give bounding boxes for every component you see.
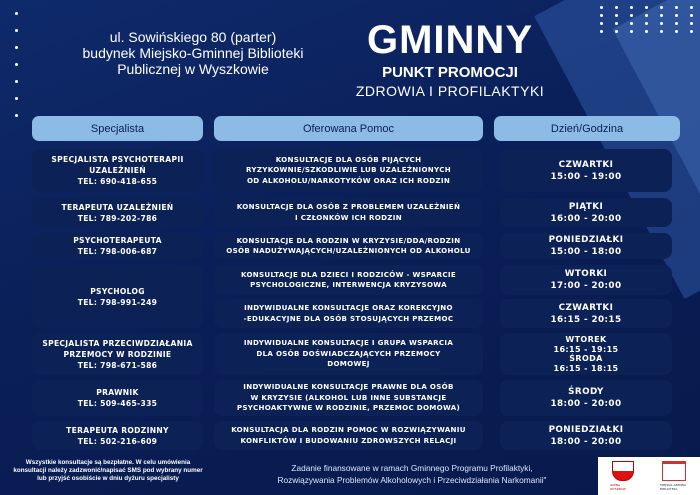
column-header-specialist: Specjalista: [32, 116, 203, 141]
service-cell: KONSULTACJE DLA DZIECI I RODZICÓW - WSPARCIE PSYCHOLOGICZNE, INTERWENCJA KRYZYSOWA: [214, 265, 483, 295]
address-line: ul. Sowińskiego 80 (parter): [109, 29, 277, 45]
shield-icon: [612, 461, 634, 481]
page-title: [340, 18, 560, 100]
time-cell: ŚRODY 18:00 - 20:00: [500, 380, 672, 416]
specialist-cell: TERAPEUTA UZALEŻNIEŃ TEL: 789-202-786: [32, 198, 203, 227]
title-sub: PUNKT PROMOCJI: [382, 64, 518, 81]
service-cell: INDYWIDUALNE KONSULTACJE I GRUPA WSPARCIA DLA OSÓB DOŚWIADCZAJĄCYCH PRZEMOCY DOMOWEJ: [214, 333, 483, 375]
column-header-service: Oferowana Pomoc: [214, 116, 483, 141]
specialist-cell: SPECJALISTA PRZECIWDZIAŁANIA PRZEMOCY W RODZINIE TEL: 798-671-586: [32, 333, 203, 375]
address: [58, 29, 328, 77]
service-cell: INDYWIDUALNE KONSULTACJE PRAWNE DLA OSÓB W KRYZYSIE (ALKOHOL LUB INNE SUBSTANCJE PSYCHOAKTYWNE W RODZINIE, PRZEMOC DOMOWA): [214, 380, 483, 416]
title-sub: ZDROWIA I PROFILAKTYKI: [355, 83, 545, 99]
specialist-cell: PRAWNIK TEL: 509-465-335: [32, 380, 203, 416]
specialist-cell: SPECJALISTA PSYCHOTERAPII UZALEŻNIEŃ TEL: 690-418-655: [32, 149, 203, 192]
address-line: Publicznej w Wyszkowie: [117, 61, 269, 77]
address-line: budynek Miejsko-Gminnej Biblioteki: [82, 45, 304, 61]
library-logo: [660, 461, 688, 491]
service-cell: KONSULTACJE DLA OSÓB PIJĄCYCH RYZYKOWNIE/SZKODLIWIE LUB UZALEŻNIONYCH OD ALKOHOLU/NARKOTYKÓW ORAZ ICH RODZIN: [214, 149, 483, 192]
footer-note: Wszystkie konsultacje są bezpłatne. W celu umówienia konsultacji należy zadzwonić/napisać SMS pod wybrany numer lub przyjść osobiście w dniu dyżuru specjalisty: [13, 459, 203, 483]
book-icon: [662, 461, 686, 481]
time-cell: WTOREK 16:15 - 19:15 ŚRODA 16:15 - 18:15: [500, 333, 672, 375]
specialist-cell: PSYCHOLOG TEL: 798-991-249: [32, 265, 203, 328]
footer-logos: [598, 457, 700, 495]
column-header-time: Dzień/Godzina: [494, 116, 680, 141]
time-cell: WTORKI 17:00 - 20:00: [500, 265, 672, 295]
service-cell: KONSULTACJE DLA RODZIN W KRYZYSIE/DDA/RODZIN OSÓB NADUŻYWAJĄCYCH/UZALEŻNIONYCH OD ALKOHOLU: [214, 233, 483, 259]
time-cell: PONIEDZIAŁKI 18:00 - 20:00: [500, 421, 672, 450]
specialist-cell: TERAPEUTA RODZINNY TEL: 502-216-609: [32, 421, 203, 450]
time-cell: CZWARTKI 15:00 - 19:00: [500, 149, 672, 192]
service-cell: INDYWIDUALNE KONSULTACJE ORAZ KOREKCYJNO -EDUKACYJNE DLA OSÓB STOSUJĄCYCH PRZEMOC: [214, 299, 483, 328]
service-cell: KONSULTACJE DLA OSÓB Z PROBLEMEM UZALEŻNIEŃ I CZŁONKÓW ICH RODZIN: [214, 198, 483, 227]
logo-label: MIEJSKO-GMINNA BIBLIOTEKA: [660, 483, 686, 491]
title-main: GMINNY: [367, 18, 533, 62]
logo-label: GMINA WYSZKÓW: [610, 483, 626, 491]
footer-funding: Zadanie finansowane w ramach Gminnego Programu Profilaktyki, Rozwiązywania Problemów Alkoholowych i Przeciwdziałania Narkomanii": [277, 463, 547, 485]
decor-dots-left: [15, 12, 18, 117]
service-cell: KONSULTACJA DLA RODZIN POMOC W ROZWIĄZYWANIU KONFLIKTÓW I BUDOWANIU ZDROWSZYCH RELACJI: [214, 421, 483, 450]
time-cell: CZWARTKI 16:15 - 20:15: [500, 299, 672, 328]
specialist-cell: PSYCHOTERAPEUTA TEL: 798-006-687: [32, 233, 203, 259]
time-cell: PONIEDZIAŁKI 15:00 - 18:00: [500, 233, 672, 259]
time-cell: PIĄTKI 16:00 - 20:00: [500, 198, 672, 227]
decor-dots-right: [600, 6, 700, 33]
gmina-crest-logo: [610, 461, 636, 491]
